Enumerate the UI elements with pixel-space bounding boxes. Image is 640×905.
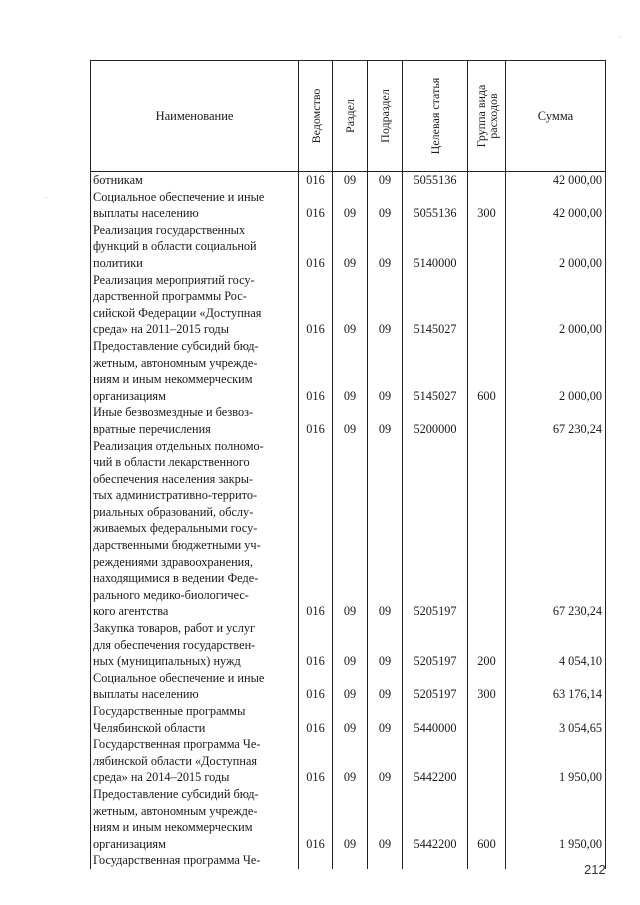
- header-group-line1: Группа вида: [473, 84, 488, 148]
- header-name: Наименование: [91, 61, 299, 172]
- table-row: [91, 438, 606, 621]
- cell-sum: 67 230,24: [506, 438, 606, 621]
- cell-dept: 016: [299, 620, 333, 670]
- cell-group: [468, 438, 506, 621]
- cell-section: 09: [333, 404, 368, 437]
- cell-section: 09: [333, 703, 368, 736]
- name-line: реждениями здравоохранения,: [93, 554, 253, 569]
- name-line: Иные безвозмездные и безвоз-: [93, 405, 254, 420]
- cell-sum: 2 000,00: [506, 222, 606, 272]
- cell-section: 09: [333, 189, 368, 222]
- name-line: Предоставление субсидий бюд-: [93, 338, 259, 353]
- cell-name: [91, 189, 299, 222]
- name-line: живаемых федеральными госу-: [93, 521, 258, 536]
- table-row: [91, 189, 606, 222]
- cell-sum: 3 054,65: [506, 703, 606, 736]
- cell-sum: 1 950,00: [506, 736, 606, 786]
- table-row: [91, 786, 606, 852]
- name-line: Государственные программы: [93, 704, 246, 718]
- cell-name: [91, 620, 299, 670]
- name-line: чий в области лекарственного: [93, 455, 250, 470]
- header-target: [403, 61, 468, 172]
- name-line: среда» на 2011–2015 годы: [93, 322, 229, 337]
- name-line: Государственная программа Че-: [93, 737, 261, 752]
- cell-group: 200: [468, 620, 506, 670]
- name-line: организациям: [93, 388, 166, 403]
- cell-group: 300: [468, 189, 506, 222]
- header-sum: Сумма: [506, 61, 606, 172]
- name-line: жетным, автономным учрежде-: [93, 355, 258, 370]
- cell-dept: 016: [299, 703, 333, 736]
- name-line: рального медико-биологичес-: [93, 587, 249, 602]
- header-group: [468, 61, 506, 172]
- cell-target: 5145027: [403, 272, 468, 338]
- cell-subsection: 09: [368, 338, 403, 404]
- table-row: [91, 338, 606, 404]
- table-row: [91, 404, 606, 437]
- cell-sum: 42 000,00: [506, 172, 606, 189]
- name-line: сийской Федерации «Доступная: [93, 305, 262, 320]
- cell-target: 5200000: [403, 404, 468, 437]
- cell-section: 09: [333, 670, 368, 703]
- name-line: тых административно-террито-: [93, 488, 258, 503]
- cell-section: 09: [333, 172, 368, 189]
- cell-dept: 016: [299, 404, 333, 437]
- header-section: [333, 61, 368, 172]
- name-line: выплаты населению: [93, 687, 199, 702]
- cell-target: 5440000: [403, 703, 468, 736]
- header-subsection-label: Подраздел: [378, 89, 392, 143]
- header-dept-label: Ведомство: [308, 88, 323, 144]
- cell-name: [91, 338, 299, 404]
- name-line: вратные перечисления: [93, 421, 211, 436]
- name-line: организациям: [93, 836, 166, 851]
- header-group-line2: расходов: [485, 93, 500, 139]
- header-section-label: Раздел: [343, 99, 357, 133]
- cell-group: [468, 172, 506, 189]
- name-line: дарственной программы Рос-: [93, 289, 247, 304]
- name-line: Предоставление субсидий бюд-: [93, 786, 259, 801]
- table-row: [91, 172, 606, 189]
- table-row: [91, 620, 606, 670]
- cell-section: 09: [333, 222, 368, 272]
- name-line: выплаты населению: [93, 206, 199, 221]
- header-group-label: [475, 85, 499, 148]
- cell-target: 5055136: [403, 189, 468, 222]
- cell-subsection: 09: [368, 736, 403, 786]
- cell-target: 5205197: [403, 620, 468, 670]
- table-body: [91, 172, 606, 869]
- cell-subsection: [368, 852, 403, 869]
- cell-subsection: 09: [368, 404, 403, 437]
- cell-section: 09: [333, 786, 368, 852]
- table-header-row: [91, 61, 606, 172]
- cell-sum: 4 054,10: [506, 620, 606, 670]
- cell-dept: 016: [299, 172, 333, 189]
- table-row: [91, 222, 606, 272]
- table-row: [91, 703, 606, 736]
- cell-group: 600: [468, 786, 506, 852]
- header-target-label: Целевая статья: [428, 77, 442, 155]
- cell-dept: 016: [299, 736, 333, 786]
- scan-speck: ·: [45, 193, 48, 203]
- cell-dept: 016: [299, 670, 333, 703]
- cell-group: [468, 736, 506, 786]
- name-line: Реализация мероприятий госу-: [93, 272, 255, 287]
- name-line: кого агентства: [93, 604, 169, 619]
- name-line: функций в области социальной: [93, 239, 257, 254]
- cell-name: [91, 703, 299, 736]
- cell-name: [91, 172, 299, 189]
- table-row: [91, 272, 606, 338]
- cell-section: 09: [333, 338, 368, 404]
- cell-group: [468, 404, 506, 437]
- name-line: Социальное обеспечение и иные: [93, 189, 265, 204]
- name-line: Государственная программа Че-: [93, 853, 261, 868]
- cell-subsection: 09: [368, 172, 403, 189]
- cell-group: [468, 703, 506, 736]
- name-line: дарственными бюджетными уч-: [93, 538, 261, 553]
- cell-name: [91, 736, 299, 786]
- cell-group: [468, 852, 506, 869]
- name-line: лябинской области «Доступная: [93, 753, 258, 768]
- cell-group: 600: [468, 338, 506, 404]
- cell-section: 09: [333, 438, 368, 621]
- table-row: [91, 670, 606, 703]
- cell-target: 5442200: [403, 786, 468, 852]
- cell-dept: 016: [299, 189, 333, 222]
- cell-name: [91, 438, 299, 621]
- cell-sum: 42 000,00: [506, 189, 606, 222]
- name-line: риальных образований, обслу-: [93, 504, 254, 519]
- cell-dept: 016: [299, 338, 333, 404]
- cell-dept: 016: [299, 222, 333, 272]
- name-line: обеспечения населения закры-: [93, 471, 254, 486]
- name-line: политики: [93, 255, 143, 270]
- name-line: находящимися в ведении Феде-: [93, 571, 259, 586]
- cell-group: [468, 222, 506, 272]
- table-row: [91, 736, 606, 786]
- name-line: Закупка товаров, работ и услуг: [93, 621, 256, 636]
- name-line: ных (муниципальных) нужд: [93, 654, 241, 669]
- name-line: для обеспечения государствен-: [93, 637, 256, 652]
- page-number: 212: [584, 862, 606, 877]
- cell-subsection: 09: [368, 222, 403, 272]
- cell-subsection: 09: [368, 620, 403, 670]
- cell-sum: 1 950,00: [506, 786, 606, 852]
- cell-subsection: 09: [368, 189, 403, 222]
- cell-name: [91, 222, 299, 272]
- header-subsection: [368, 61, 403, 172]
- cell-dept: [299, 852, 333, 869]
- cell-subsection: 09: [368, 670, 403, 703]
- cell-section: 09: [333, 736, 368, 786]
- name-line: Реализация отдельных полномо-: [93, 438, 264, 453]
- cell-name: [91, 670, 299, 703]
- cell-section: [333, 852, 368, 869]
- cell-sum: 2 000,00: [506, 338, 606, 404]
- cell-subsection: 09: [368, 438, 403, 621]
- cell-target: 5055136: [403, 172, 468, 189]
- table-row: [91, 852, 606, 869]
- name-line: Реализация государственных: [93, 222, 246, 237]
- cell-sum: 67 230,24: [506, 404, 606, 437]
- scan-speck: ·: [619, 32, 622, 42]
- cell-subsection: 09: [368, 272, 403, 338]
- budget-table: [90, 60, 606, 869]
- cell-sum: 2 000,00: [506, 272, 606, 338]
- cell-subsection: 09: [368, 786, 403, 852]
- cell-dept: 016: [299, 272, 333, 338]
- name-line: Социальное обеспечение и иные: [93, 670, 265, 685]
- header-dept: [299, 61, 333, 172]
- cell-subsection: 09: [368, 703, 403, 736]
- cell-name: [91, 852, 299, 869]
- cell-target: 5145027: [403, 338, 468, 404]
- cell-target: 5442200: [403, 736, 468, 786]
- cell-name: [91, 404, 299, 437]
- name-line: Челябинской области: [93, 720, 206, 735]
- cell-dept: 016: [299, 438, 333, 621]
- cell-section: 09: [333, 272, 368, 338]
- name-line: ботникам: [93, 173, 143, 187]
- name-line: среда» на 2014–2015 годы: [93, 770, 230, 785]
- name-line: ниям и иным некоммерческим: [93, 820, 253, 835]
- cell-dept: 016: [299, 786, 333, 852]
- cell-target: [403, 852, 468, 869]
- cell-name: [91, 272, 299, 338]
- cell-group: [468, 272, 506, 338]
- cell-target: 5205197: [403, 670, 468, 703]
- cell-target: 5205197: [403, 438, 468, 621]
- cell-group: 300: [468, 670, 506, 703]
- cell-target: 5140000: [403, 222, 468, 272]
- name-line: жетным, автономным учрежде-: [93, 803, 258, 818]
- cell-name: [91, 786, 299, 852]
- cell-section: 09: [333, 620, 368, 670]
- name-line: ниям и иным некоммерческим: [93, 372, 253, 387]
- cell-sum: 63 176,14: [506, 670, 606, 703]
